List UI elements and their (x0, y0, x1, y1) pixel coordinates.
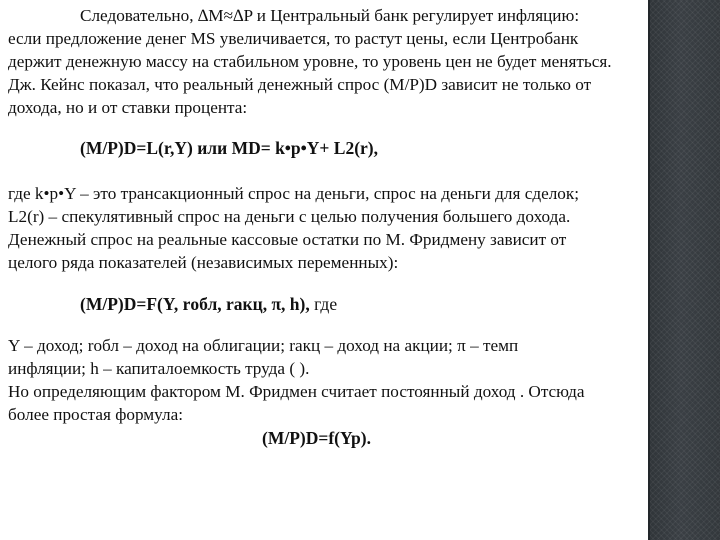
text-line: Следовательно, ∆M≈∆P и Центральный банк регулирует инфляцию: (80, 6, 580, 25)
formula-friedman-main: (M/P)D=F(Y, rобл, rакц, π, h), (80, 294, 310, 314)
formula-keynes: (M/P)D=L(r,Y) или MD= k•p•Y+ L2(r), (80, 138, 378, 158)
decorative-side-panel (648, 0, 720, 540)
text-line: где k•p•Y – это трансакционный спрос на деньги, спрос на деньги для сделок; (8, 184, 579, 203)
text-line: дохода, но и от ставки процента: (8, 98, 248, 117)
text-line: более простая формула: (8, 405, 183, 424)
text-line: инфляции; h – капиталоемкость труда ( ). (8, 359, 310, 378)
text-line: целого ряда показателей (независимых переменных): (8, 253, 399, 272)
side-panel-texture (648, 0, 720, 540)
text-line: Дж. Кейнс показал, что реальный денежный спрос (M/P)D зависит не только от (8, 75, 592, 94)
text-line: L2(r) – спекулятивный спрос на деньги с целью получения большего дохода. (8, 207, 571, 226)
formula-friedman-suffix: где (309, 294, 338, 314)
text-line: Y – доход; rобл – доход на облигации; rакц – доход на акции; π – темп (8, 336, 519, 355)
text-line: держит денежную массу на стабильном уровне, то уровень цен не будет меняться. (8, 52, 612, 71)
text-line: Денежный спрос на реальные кассовые остатки по М. Фридмену зависит от (8, 230, 567, 249)
formula-permanent-income: (M/P)D=f(Yp). (262, 428, 371, 448)
side-panel-edge (648, 0, 650, 540)
text-line: Но определяющим фактором М. Фридмен считает постоянный доход . Отсюда (8, 382, 585, 401)
text-line: если предложение денег MS увеличивается, то растут цены, если Центробанк (8, 29, 579, 48)
formula-friedman (80, 294, 337, 314)
